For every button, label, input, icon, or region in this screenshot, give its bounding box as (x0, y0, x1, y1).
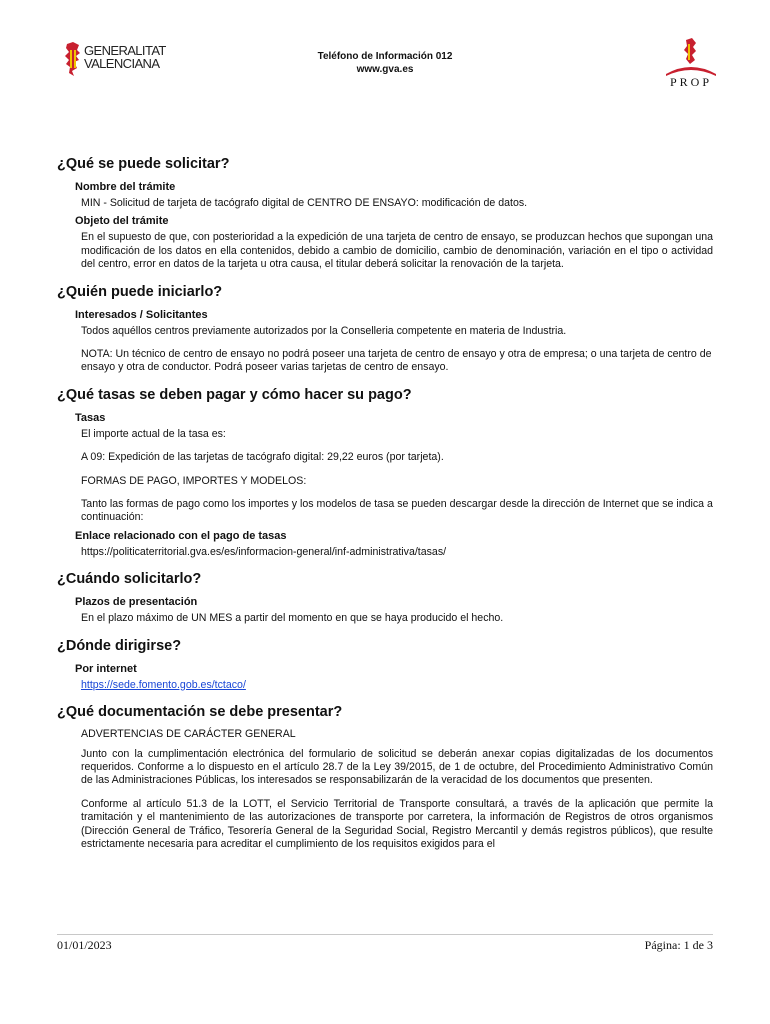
header-contact (235, 50, 535, 76)
paragraph: Junto con la cumplimentación electrónica del formulario de solicitud se deberán anexar copias digitalizadas de los documentos requeridos. Conforme a lo dispuesto en el artículo 28.7 de la Ley 39/2015, de 1 de octubre, del Procedimiento Administrativo Común de las Administraciones Públicas, los interesados se responsabilizarán de la veracidad de los documentos que presenten. (81, 747, 713, 787)
logo-line-1: GENERALITAT (84, 43, 166, 58)
paragraph: Conforme al artículo 51.3 de la LOTT, el Servicio Territorial de Transporte consultará, a través de la aplicación que permite la tramitación y el mantenimiento de las autorizaciones de transporte por carretera, la información de Registros de otros organismos (Dirección General de Tráfico, Tesorería General de la Seguridad Social, Registro Mercantil y demás registros públicos), que resulte estrictamente necesaria para acreditar el cumplimiento de los requisitos exigidos para el (81, 797, 713, 850)
section-title: ¿Qué se puede solicitar? (57, 156, 230, 172)
paragraph: El importe actual de la tasa es: (81, 427, 226, 440)
prop-logo-text: PROP (669, 75, 713, 89)
section-title: ¿Dónde dirigirse? (57, 637, 182, 654)
paragraph: NOTA: Un técnico de centro de ensayo no podrá poseer una tarjeta de centro de ensayo y otra de empresa; o una tarjeta de centro de ensayo y otra de conductor. Podrá poseer varias tarjetas de centro de ensayo. (81, 348, 712, 374)
field-value: En el supuesto de que, con posterioridad a la expedición de una tarjeta de centro de ensayo, se produzcan hechos que supongan una modificación de los datos en ella contenidos, debido a cambio de domicilio, cambio de denominación, variación en el tipo o actividad del centro, error en datos de la tarjeta u otra causa, el titular deberá solicitar la renovación de la tarjeta. (81, 231, 713, 271)
section-donde-dirigirse (57, 638, 713, 692)
coat-of-arms-icon (64, 42, 82, 76)
section-que-solicitar (57, 156, 713, 272)
field-heading: Interesados / Solicitantes (75, 308, 208, 321)
field-heading: Por internet (75, 662, 137, 675)
section-cuando-solicitarlo (57, 571, 713, 625)
logo-line-2: VALENCIANA (84, 56, 160, 71)
logo-text (84, 44, 166, 70)
field-heading: Tasas (75, 411, 106, 424)
field-heading: Plazos de presentación (75, 596, 198, 609)
website: www.gva.es (356, 64, 414, 75)
section-title: ¿Qué tasas se deben pagar y cómo hacer su pago? (57, 386, 412, 403)
paragraph: A 09: Expedición de las tarjetas de tacógrafo digital: 29,22 euros (por tarjeta). (81, 451, 444, 464)
footer-page-number: Página: 1 de 3 (644, 938, 713, 952)
footer-divider (57, 934, 713, 935)
section-documentacion (57, 704, 713, 851)
footer-date: 01/01/2023 (57, 938, 112, 952)
section-quien-iniciarlo (57, 284, 713, 375)
paragraph: Tanto las formas de pago como los importes y los modelos de tasa se pueden descargar desde la dirección de Internet que se indica a continuación: (81, 498, 713, 524)
sede-fomento-link[interactable]: https://sede.fomento.gob.es/tctaco/ (81, 678, 246, 691)
phone-info: Teléfono de Información 012 (317, 51, 453, 62)
field-heading: Objeto del trámite (75, 215, 169, 228)
paragraph: ADVERTENCIAS DE CARÁCTER GENERAL (81, 728, 296, 741)
field-heading: Enlace relacionado con el pago de tasas (75, 529, 287, 542)
field-heading: Nombre del trámite (75, 181, 176, 193)
paragraph: FORMAS DE PAGO, IMPORTES Y MODELOS: (81, 474, 307, 487)
section-tasas (57, 387, 713, 559)
section-title: ¿Qué documentación se debe presentar? (57, 704, 343, 721)
generalitat-valenciana-logo (64, 42, 164, 78)
prop-emblem-icon (664, 38, 718, 78)
field-value: MIN - Solicitud de tarjeta de tacógrafo digital de CENTRO DE ENSAYO: modificación de datos. (81, 197, 528, 209)
paragraph: Todos aquéllos centros previamente autorizados por la Conselleria competente en materia de Industria. (81, 324, 567, 337)
section-title: ¿Quién puede iniciarlo? (57, 283, 223, 300)
prop-logo (664, 38, 718, 90)
paragraph: En el plazo máximo de UN MES a partir del momento en que se haya producido el hecho. (81, 612, 504, 625)
main-content (57, 156, 713, 855)
tasas-url: https://politicaterritorial.gva.es/es/informacion-general/inf-administrativa/tasas/ (81, 545, 447, 558)
section-title: ¿Cuándo solicitarlo? (57, 571, 202, 588)
